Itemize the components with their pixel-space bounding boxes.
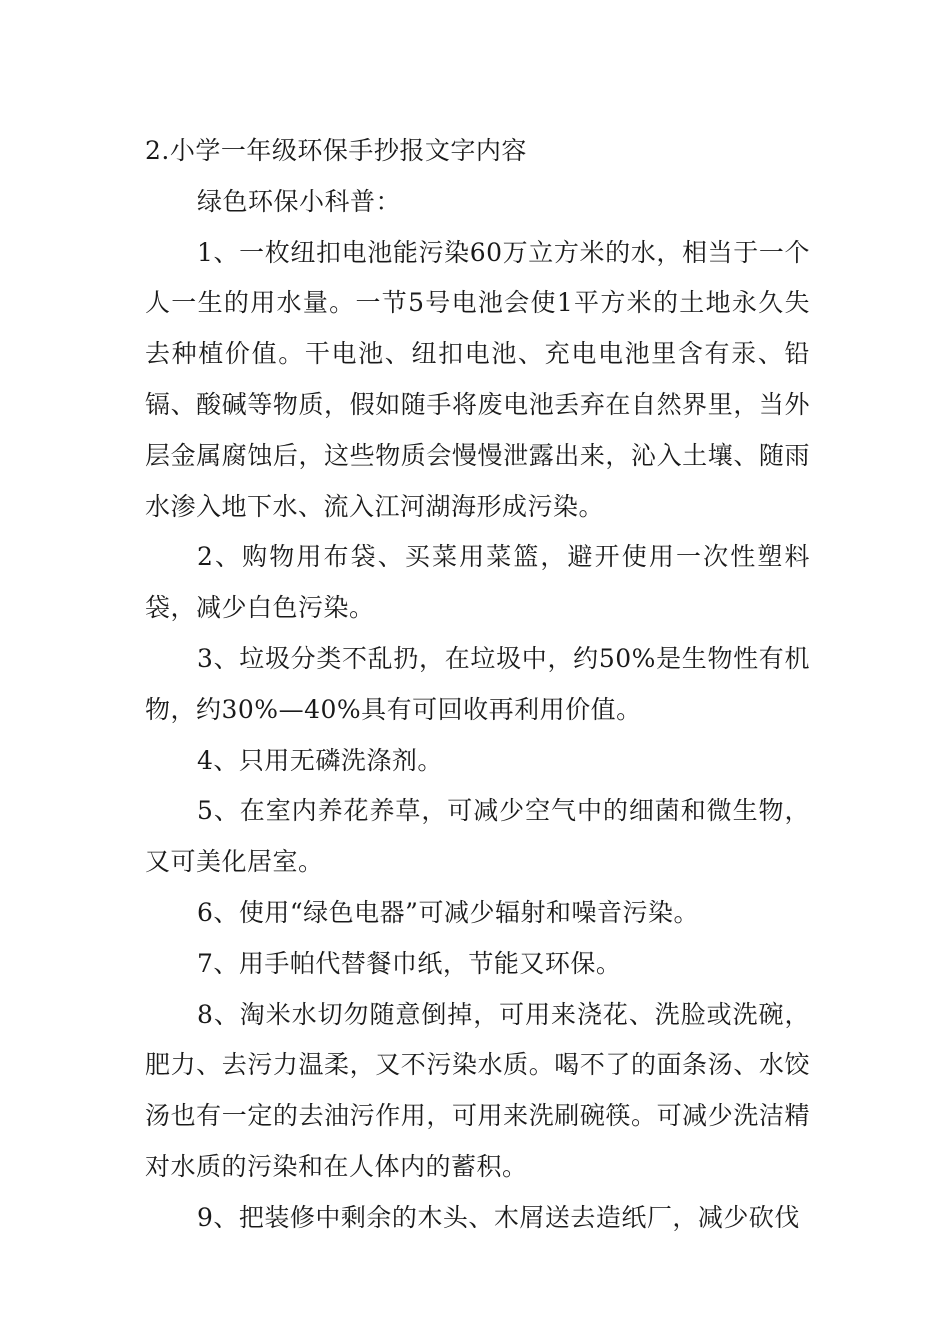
paragraph-8: 8、淘米水切勿随意倒掉，可用来浇花、洗脸或洗碗，肥力、去污力温柔，又不污染水质。喝不了的面条汤、水饺汤也有一定的去油污作用，可用来洗刷碗筷。可减少洗洁精对水质的污染和在人体内的蓄积。 [145,999,810,1181]
paragraph-3: 3、垃圾分类不乱扔，在垃圾中，约50%是生物性有机物，约30%—40%具有可回收再利用价值。 [145,643,810,724]
document-subheading: 绿色环保小科普： [197,186,402,216]
paragraph-5: 5、在室内养花养草，可减少空气中的细菌和微生物，又可美化居室。 [145,796,810,877]
paragraph-6: 6、使用“绿色电器”可减少辐射和噪音污染。 [197,897,699,927]
paragraph-1: 1、一枚纽扣电池能污染60万立方米的水，相当于一个人一生的用水量。一节5号电池会使1平方米的土地永久失去种植价值。干电池、纽扣电池、充电电池里含有汞、铅镉、酸碱等物质，假如随手将废电池丢弃在自然界里，当外层金属腐蚀后，这些物质会慢慢泄露出来，沁入土壤、随雨水渗入地下水、流入江河湖海形成污染。 [145,237,810,521]
paragraph-9: 9、把装修中剩余的木头、木屑送去造纸厂，减少砍伐 [197,1202,800,1232]
document-body [145,126,810,1244]
paragraph-4: 4、只用无磷洗涤剂。 [197,745,443,775]
paragraph-2: 2、购物用布袋、买菜用菜篮，避开使用一次性塑料袋，减少白色污染。 [145,542,810,623]
document-heading: 2.小学一年级环保手抄报文字内容 [145,136,527,165]
paragraph-7: 7、用手帕代替餐巾纸，节能又环保。 [197,948,622,978]
